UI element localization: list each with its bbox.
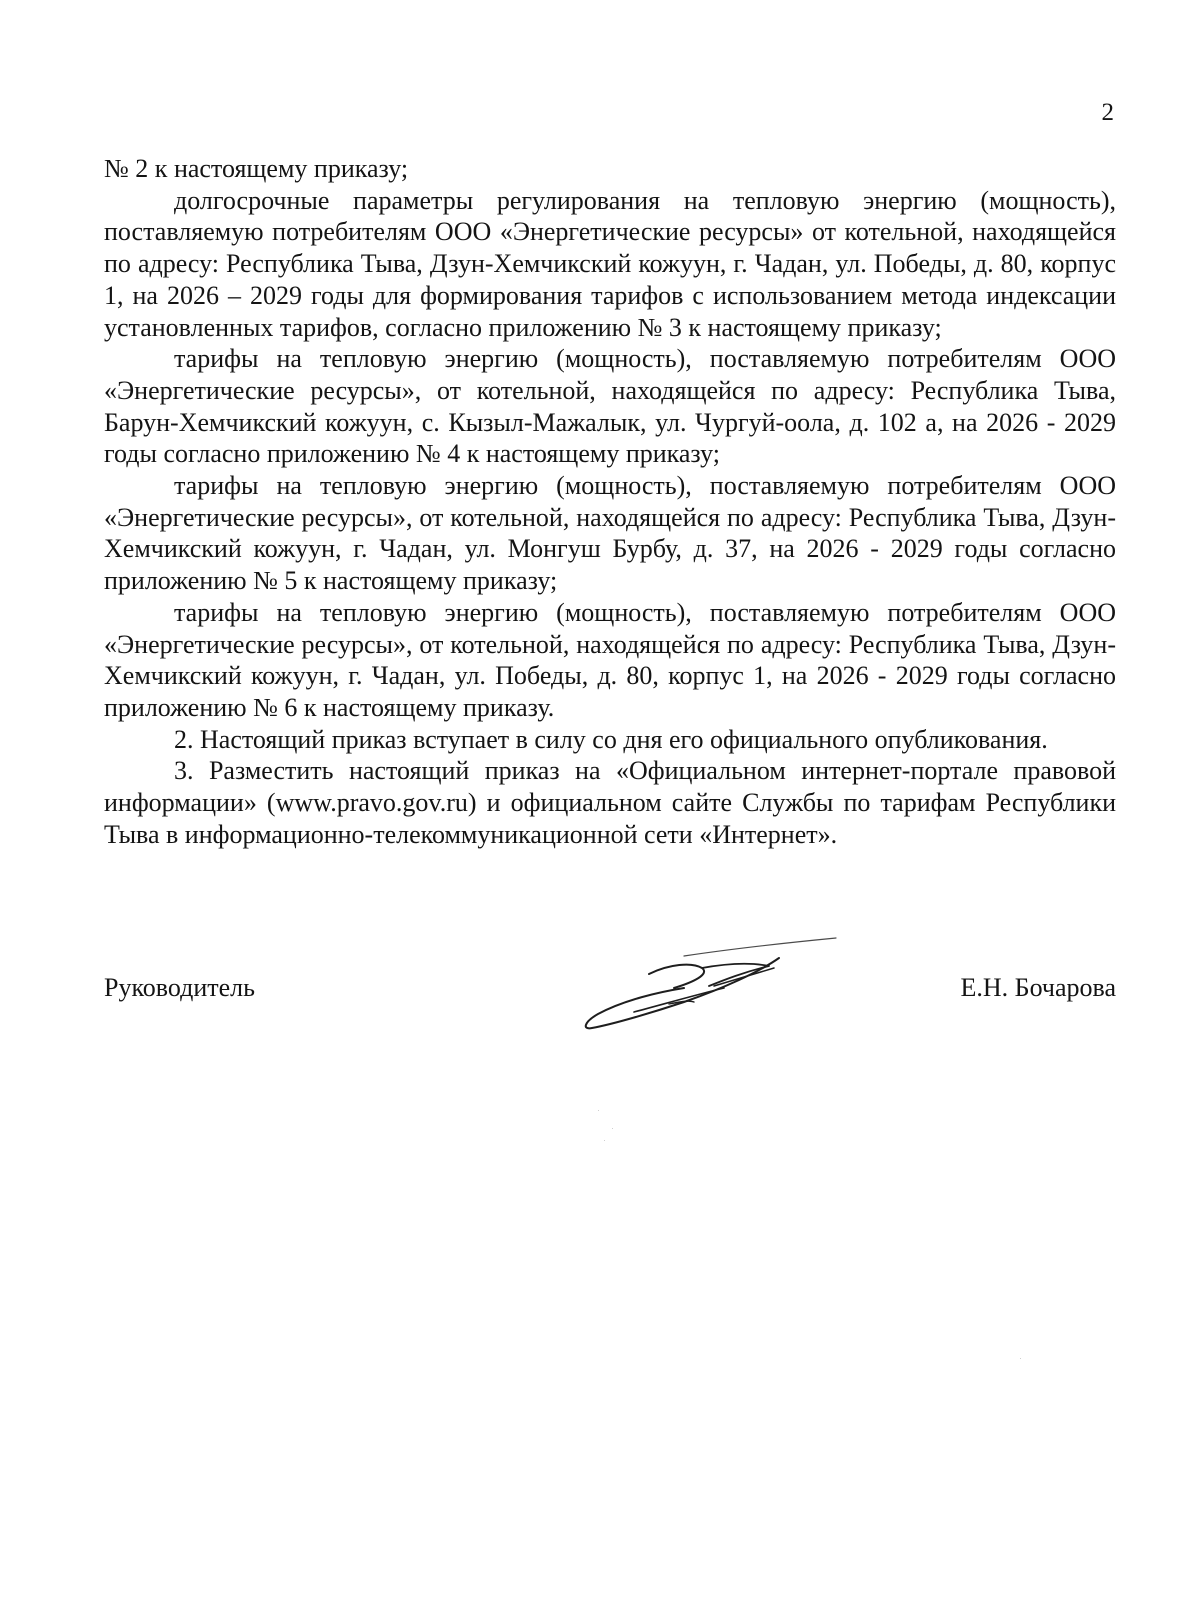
scan-speck [1020, 1358, 1021, 1359]
scan-speck [598, 1110, 599, 1111]
paragraph-tariffs-appendix-4: тарифы на тепловую энергию (мощность), поставляемую потребителям ООО «Энергетические ресурсы», от котельной, находящейся по адресу: Республика Тыва, Барун-Хемчикский кожуун, с. Кызыл-Мажалык, ул. Чургуй-оола, д. 102 а, на 2026 - 2029 годы согласно приложению № 4 к настоящему приказу; [104, 344, 1116, 469]
page-number: 2 [1101, 99, 1114, 126]
document-body [104, 153, 1116, 850]
paragraph-tariffs-appendix-5: тарифы на тепловую энергию (мощность), поставляемую потребителям ООО «Энергетические ресурсы», от котельной, находящейся по адресу: Республика Тыва, Дзун-Хемчикский кожуун, г. Чадан, ул. Монгуш Бурбу, д. 37, на 2026 - 2029 годы согласно приложению № 5 к настоящему приказу; [104, 471, 1116, 596]
signer-name: Е.Н. Бочарова [960, 973, 1116, 1002]
scan-speck [604, 1140, 605, 1141]
handwritten-signature-icon [574, 928, 844, 1038]
paragraph-publication: 3. Разместить настоящий приказ на «Официальном интернет-портале правовой информации» (www.pravo.gov.ru) и официальном сайте Службы по тарифам Республики Тыва в информационно-телекоммуникационной сети «Интернет». [104, 756, 1116, 849]
scan-speck [612, 1128, 613, 1129]
paragraph-long-term-parameters: долгосрочные параметры регулирования на тепловую энергию (мощность), поставляемую потребителям ООО «Энергетические ресурсы» от котельной, находящейся по адресу: Республика Тыва, Дзун-Хемчикский кожуун, г. Чадан, ул. Победы, д. 80, корпус 1, на 2026 – 2029 годы для формирования тарифов с использованием метода индексации установленных тарифов, согласно приложению № 3 к настоящему приказу; [104, 185, 1116, 342]
paragraph-entry-into-force: 2. Настоящий приказ вступает в силу со дня его официального опубликования. [174, 724, 1048, 754]
signer-title: Руководитель [104, 973, 255, 1002]
paragraph-tariffs-appendix-6: тарифы на тепловую энергию (мощность), поставляемую потребителям ООО «Энергетические ресурсы», от котельной, находящейся по адресу: Республика Тыва, Дзун-Хемчикский кожуун, г. Чадан, ул. Победы, д. 80, корпус 1, на 2026 - 2029 годы согласно приложению № 6 к настоящему приказу. [104, 597, 1116, 722]
signature-block [104, 960, 1116, 1050]
paragraph-continuation: № 2 к настоящему приказу; [104, 154, 409, 183]
